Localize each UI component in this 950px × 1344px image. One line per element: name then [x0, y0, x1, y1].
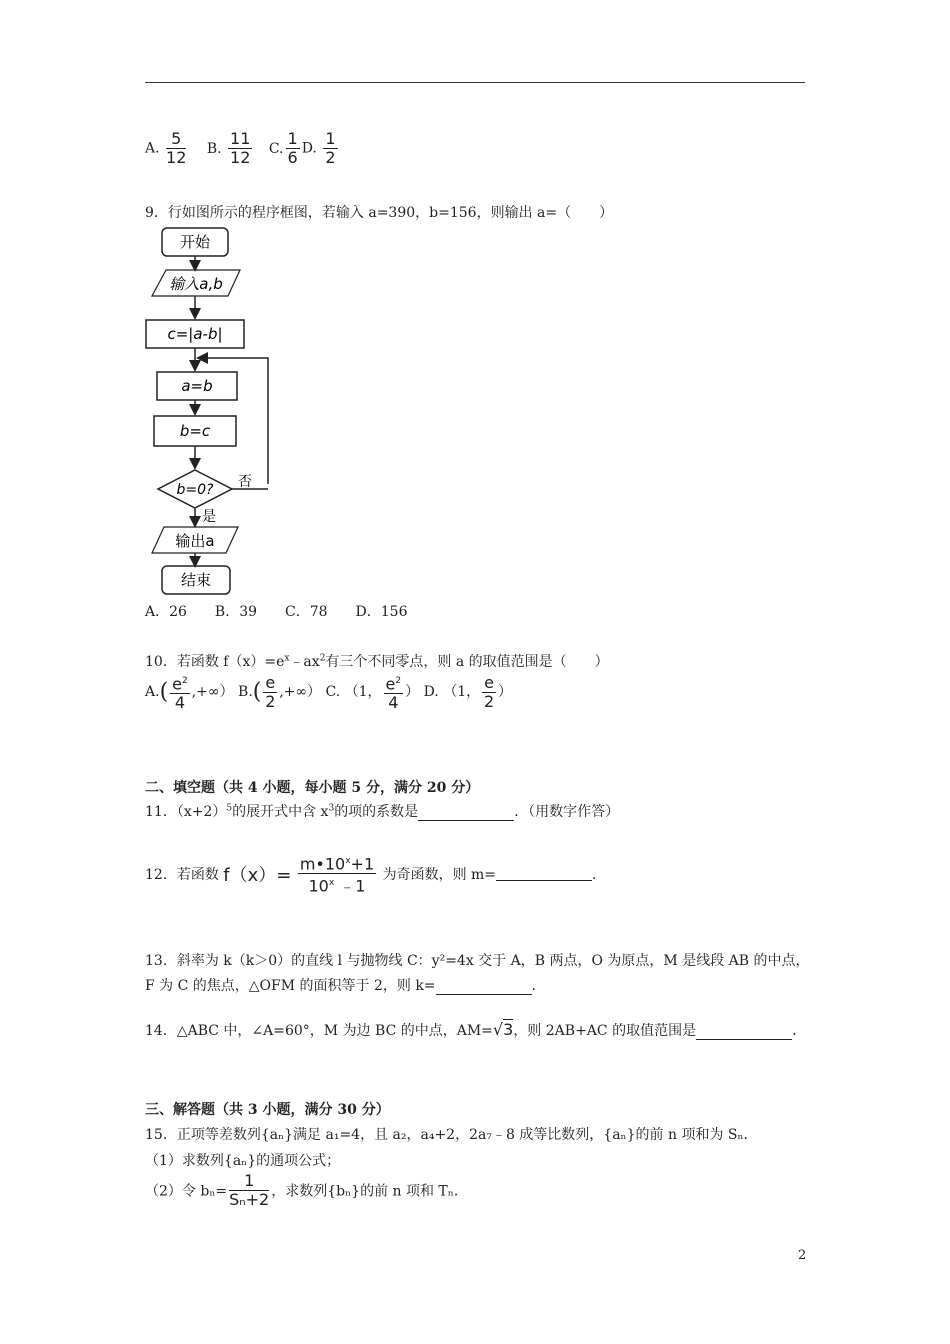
q10-d-fraction: $\frac{e}{2}$ [483, 672, 495, 711]
q14-answer-blank[interactable] [696, 1025, 792, 1040]
q12: 12．若函数 f（x）= $\frac{m•10^x+1}{10^x ﹣1}$ 为奇函数，则 m= ． [145, 852, 606, 912]
q13-line2: F 为 C 的焦点，△OFM 的面积等于 2，则 k= ． [145, 978, 546, 994]
q9-options: A．26 B．39 C．78 D．156 [145, 604, 408, 620]
q15-part1: （1）求数列{aₙ}的通项公式； [145, 1153, 341, 1169]
option-c-label: C. [268, 140, 284, 157]
flow-c-assign-label: c=|a-b| [167, 325, 223, 343]
q11: 11．$(x+2)^5$的展开式中含 $x^3$的项的系数是 ．（用数字作答） [145, 803, 620, 820]
header-rule [145, 82, 805, 83]
sqrt-icon: √3 [492, 1020, 514, 1039]
q14: 14．△ABC 中，∠A=60°，M 为边 BC 的中点，AM=√3，则 2AB+AC 的取值范围是 ． [145, 1020, 807, 1039]
q15-stem: 15．正项等差数列{aₙ}满足 a₁=4，且 a₂，a₄+2，2a₇﹣8 成等比数列，{aₙ}的前 n 项和为 Sₙ． [145, 1127, 758, 1143]
page-number: 2 [798, 1248, 807, 1263]
q10-a-fraction: $\frac{e^2}{4}$ [170, 672, 190, 712]
q8-options [145, 130, 340, 167]
q11-answer-blank[interactable] [418, 806, 514, 821]
option-c-fraction: $\frac{1}{6}$ [287, 129, 298, 167]
flow-yes-label: 是 [202, 509, 216, 525]
q15-part2: （2）令 bₙ= $\frac{1}{\text{Sₙ+2}}$ ，求数列{bₙ}的前 n 项和 Tₙ． [145, 1171, 468, 1209]
flow-input-label: 输入a,b [169, 275, 223, 293]
q15-fraction: $\frac{1}{\text{Sₙ+2}}$ [229, 1171, 270, 1209]
option-d-fraction: $\frac{1}{2}$ [325, 129, 336, 167]
option-a-fraction: $\frac{5}{12}$ [166, 129, 187, 167]
q13-answer-blank[interactable] [436, 980, 532, 995]
flow-end-label: 结束 [180, 571, 212, 589]
q10-stem: 10．若函数 $f(x)=e^x﹣ax^2$有三个不同零点，则 a 的取值范围是（ ） [145, 653, 609, 670]
flow-decision-label: b=0? [176, 482, 214, 498]
option-b-fraction: $\frac{11}{12}$ [230, 129, 251, 167]
q10-options: A.( $\frac{e^2}{4}$ ,+∞） B.( $\frac{e}{2}$ ,+∞） C. （1， $\frac{e^2}{4}$ ） D. （1， $\frac{e}{2}$ ） [145, 672, 512, 713]
flow-no-label: 否 [238, 474, 252, 490]
flow-b-assign-label: b=c [179, 422, 211, 440]
section-3-title: 三、解答题（共 3 小题，满分 30 分） [145, 1102, 390, 1118]
option-d-label: D. [301, 140, 317, 157]
q12-answer-blank[interactable] [496, 866, 592, 881]
flow-start-label: 开始 [179, 233, 211, 251]
flowchart [140, 222, 290, 600]
q13-line1: 13．斜率为 k（k＞0）的直线 l 与抛物线 C：y²=4x 交于 A，B 两点，O 为原点，M 是线段 AB 的中点， [145, 953, 810, 969]
flow-output-label: 输出a [175, 532, 215, 550]
section-2-title: 二、填空题（共 4 小题，每小题 5 分，满分 20 分） [145, 780, 480, 796]
flow-a-assign-label: a=b [181, 377, 213, 395]
q10-c-fraction: $\frac{e^2}{4}$ [384, 672, 404, 712]
option-b-label: B. [206, 140, 222, 157]
q10-b-fraction: $\frac{e}{2}$ [265, 672, 276, 711]
q9-stem: 9．行如图所示的程序框图，若输入 a=390，b=156，则输出 a=（ ） [145, 205, 614, 221]
option-a-label: A. [145, 140, 160, 157]
q12-fraction: $\frac{m•10^x+1}{10^x ﹣1}$ [298, 852, 376, 896]
